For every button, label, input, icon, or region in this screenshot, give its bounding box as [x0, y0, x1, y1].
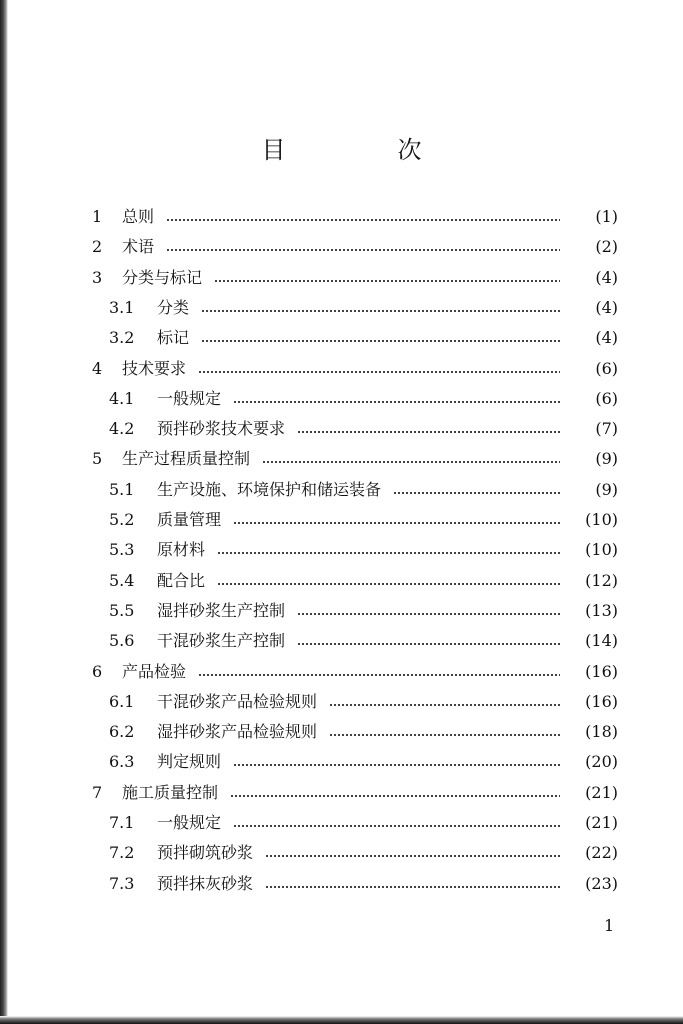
toc-leader-dots — [329, 687, 560, 717]
toc-entry-title: 原材料 — [157, 540, 206, 560]
toc-entry-title: 技术要求 — [122, 358, 187, 378]
toc-leader-dots — [265, 869, 560, 899]
toc-leader-dots — [233, 384, 560, 414]
toc-entry — [109, 717, 618, 747]
toc-entry-number: 7.2 — [109, 843, 135, 863]
toc-entry-title: 术语 — [122, 237, 155, 257]
toc-entry-page: (6) — [595, 388, 618, 408]
toc-leader-dots — [297, 626, 560, 656]
toc-entry-page: (9) — [595, 449, 618, 469]
toc-entry-title: 预拌抹灰砂浆 — [157, 873, 254, 893]
toc-entry — [92, 657, 618, 687]
toc-entry-number: 2 — [92, 237, 103, 257]
toc-entry — [109, 323, 618, 353]
toc-entry-number: 4.2 — [109, 419, 135, 439]
toc-leader-dots — [217, 566, 560, 596]
toc-leader-dots — [233, 747, 560, 777]
toc-entry — [109, 869, 618, 899]
toc-entry-number: 6.3 — [109, 752, 135, 772]
toc-entry-title: 判定规则 — [157, 752, 222, 772]
toc-leader-dots — [201, 293, 560, 323]
toc-entry — [92, 778, 618, 808]
toc-entry-page: (13) — [585, 600, 618, 620]
toc-leader-dots — [233, 808, 560, 838]
toc-entry-number: 7.3 — [109, 873, 135, 893]
toc-entry-page: (9) — [595, 479, 618, 499]
toc-entry-page: (22) — [585, 843, 618, 863]
toc-entry-number: 3 — [92, 267, 103, 287]
toc-entry — [109, 808, 618, 838]
toc-entry-page: (12) — [585, 570, 618, 590]
toc-leader-dots — [230, 778, 560, 808]
toc-entry-number: 5.2 — [109, 510, 135, 529]
toc-entry — [92, 263, 618, 293]
toc-entry-title: 分类 — [157, 297, 190, 317]
toc-entry-number: 6 — [92, 661, 103, 681]
toc-entry-page: (7) — [595, 419, 618, 439]
toc-leader-dots — [297, 596, 560, 626]
toc-entry-page: (10) — [585, 510, 618, 529]
toc-entry-title: 预拌砌筑砂浆 — [157, 843, 254, 863]
toc-entry-number: 5.6 — [109, 631, 135, 651]
toc-entry-title: 生产过程质量控制 — [122, 449, 251, 469]
toc-entry-title: 湿拌砂浆产品检验规则 — [157, 722, 318, 742]
toc-leader-dots — [214, 263, 560, 293]
toc-entry-title: 标记 — [157, 328, 190, 348]
page-number: 1 — [604, 916, 615, 935]
toc-entry — [109, 293, 618, 323]
toc-entry-page: (21) — [585, 813, 618, 832]
toc-entry-title: 分类与标记 — [122, 267, 203, 287]
toc-entry-number: 6.2 — [109, 722, 135, 742]
toc-entry-number: 5.5 — [109, 600, 135, 620]
toc-entry — [109, 838, 618, 868]
toc-leader-dots — [166, 202, 560, 232]
toc-entry-number: 6.1 — [109, 691, 135, 711]
toc-leader-dots — [166, 232, 560, 262]
toc-leader-dots — [329, 717, 560, 747]
toc-entry-page: (2) — [595, 237, 618, 257]
toc-entry-page: (16) — [585, 691, 618, 711]
toc-leader-dots — [198, 657, 560, 687]
toc-entry-number: 5.3 — [109, 540, 135, 560]
toc-leader-dots — [198, 354, 560, 384]
toc-entry-title: 一般规定 — [157, 813, 222, 832]
toc-entry-title: 干混砂浆生产控制 — [157, 631, 286, 651]
toc-entry-title: 湿拌砂浆生产控制 — [157, 600, 286, 620]
toc-entry-title: 产品检验 — [122, 661, 187, 681]
toc-entry — [92, 354, 618, 384]
toc-entry — [92, 202, 618, 232]
toc-entry — [109, 414, 618, 444]
toc-entry-page: (1) — [595, 207, 618, 226]
toc-entry — [109, 535, 618, 565]
toc-entry-title: 总则 — [122, 207, 155, 226]
toc-entry-title: 预拌砂浆技术要求 — [157, 419, 286, 439]
toc-entry-number: 3.2 — [109, 328, 135, 348]
toc-entry-number: 5.1 — [109, 479, 135, 499]
toc-entry-number: 3.1 — [109, 297, 135, 317]
toc-entry — [109, 384, 618, 414]
toc-entry-page: (6) — [595, 358, 618, 378]
toc-entry-number: 1 — [92, 207, 103, 226]
scan-bottom-edge — [0, 1016, 683, 1024]
toc-entry-page: (18) — [585, 722, 618, 742]
toc-entry — [109, 747, 618, 777]
toc-entry — [92, 444, 618, 474]
toc-leader-dots — [262, 444, 560, 474]
toc-entry-page: (4) — [595, 297, 618, 317]
toc-entry — [109, 687, 618, 717]
toc-entry-title: 干混砂浆产品检验规则 — [157, 691, 318, 711]
toc-entry-title: 生产设施、环境保护和储运装备 — [157, 479, 382, 499]
toc-entry — [92, 232, 618, 262]
toc-leader-dots — [393, 475, 560, 505]
toc-entry-number: 5.4 — [109, 570, 135, 590]
toc-entry-page: (4) — [595, 328, 618, 348]
toc-entry — [109, 566, 618, 596]
toc-entry — [109, 505, 618, 535]
toc-leader-dots — [265, 838, 560, 868]
page-title: 目 次 — [261, 136, 466, 164]
toc-leader-dots — [233, 505, 560, 535]
toc-entry-number: 7.1 — [109, 813, 135, 832]
toc-entry-number: 4 — [92, 358, 103, 378]
toc-entry-page: (21) — [585, 782, 618, 802]
toc-entry-title: 配合比 — [157, 570, 206, 590]
toc-entry-number: 7 — [92, 782, 103, 802]
toc-entry-number: 4.1 — [109, 388, 135, 408]
toc-entry-page: (23) — [585, 873, 618, 893]
toc-entry — [109, 596, 618, 626]
toc-entry-title: 质量管理 — [157, 510, 222, 529]
toc-entry-page: (10) — [585, 540, 618, 560]
toc-entry-title: 一般规定 — [157, 388, 222, 408]
toc-leader-dots — [297, 414, 560, 444]
toc-entry — [109, 626, 618, 656]
toc-entry-number: 5 — [92, 449, 103, 469]
toc-entry-title: 施工质量控制 — [122, 782, 219, 802]
toc-entry-page: (14) — [585, 631, 618, 651]
toc-entry-page: (16) — [585, 661, 618, 681]
toc-leader-dots — [217, 535, 560, 565]
toc-leader-dots — [201, 323, 560, 353]
toc-entry-page: (20) — [585, 752, 618, 772]
toc-entry — [109, 475, 618, 505]
toc-entry-page: (4) — [595, 267, 618, 287]
